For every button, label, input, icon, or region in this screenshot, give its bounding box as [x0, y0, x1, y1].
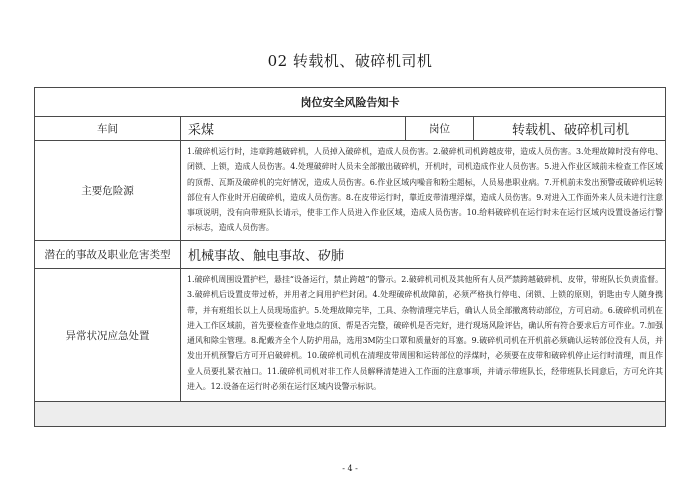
emergency-text: 1.破碎机周围设置护栏，悬挂“设备运行，禁止跨越”的警示。2.破碎机司机及其他所有人员严禁跨越破碎机、皮带，带班队长负责监督。3.破碎机后设置皮带过桥，并用者之间用护栏封闭。4.处理破碎机故障前，必须严格执行停电、闭锁、上锁的原则，钥匙由专人随身携带，并有班组长以上人员现场监护。5.处理故障完毕，工具、杂物清理完毕后，确认人员全部撤离转动部位，方可启动。6.破碎机司机在进入工作区域前，首先要检查作业地点的顶、帮是否完整，破碎机是否完好，进行现场风险评估，确认所有符合要求后方可作业。7.加强通风和除尘管理。8.配戴齐全个人防护用品，选用3M防尘口罩和质量好的耳塞。9.破碎机司机在开机前必须确认运转部位没有人员，并发出开机预警后方可开启破碎机。10.破碎机司机在清理皮带周围和运转部位的浮煤时，必须要在皮带和破碎机停止运行时清理，而且作业人员要扎紧衣袖口。11.破碎机司机对非工作人员解释清楚进入工作面的注意事项，并请示带班队长，经带班队长同意后，方可允许其进入。12.设备在运行时必须在运行区域内设警示标识。	[180, 269, 667, 401]
page-title: 02 转载机、破碎机司机	[267, 52, 433, 70]
workshop-value: 采煤	[180, 117, 405, 140]
card-footer-row	[35, 402, 665, 426]
risk-notice-card	[34, 87, 666, 427]
card-heading-row	[35, 88, 665, 117]
hazards-row	[35, 141, 665, 241]
page-number: - 4 -	[342, 464, 358, 473]
hazards-label: 主要危险源	[81, 185, 134, 197]
hazards-text: 1.破碎机运行时，违章跨越破碎机，人员掉入破碎机，造成人员伤害。2.破碎机司机跨越皮带，造成人员伤害。3.处理故障时没有停电、闭锁、上锁，造成人员伤害。4.处理破碎时人员未全部撤出破碎机，开机时，司机造成作业人员伤害。5.进入作业区域前未检查工作区域的顶帮、瓦斯及破碎机的完好情况，造成人员伤害。6.作业区域内噪音和粉尘超标，人员易患职业病。7.开机前未发出预警或破碎机运转部位有人作业时开启破碎机，造成人员伤害。8.在皮带运行时，靠近皮带清理浮煤，造成人员伤害。9.对进入工作面外来人员未进行注意事项说明，没有向带班队长请示，使非工作人员进入作业区域，造成人员伤害。10.给料破碎机在运行时未在运行区域内设置设备运行警示标志，造成人员伤害。	[180, 141, 667, 240]
accidents-row	[35, 241, 665, 269]
emergency-row	[35, 269, 665, 402]
workshop-post-row	[35, 117, 665, 141]
post-label: 岗位	[405, 117, 473, 140]
workshop-label: 车间	[97, 123, 118, 135]
emergency-label: 异常状况应急处置	[65, 329, 150, 342]
accidents-value: 机械事故、触电事故、矽肺	[180, 241, 667, 268]
accidents-label: 潜在的事故及职业危害类型	[44, 249, 171, 261]
card-heading: 岗位安全风险告知卡	[300, 96, 400, 109]
post-value: 转载机、破碎机司机	[473, 117, 667, 140]
